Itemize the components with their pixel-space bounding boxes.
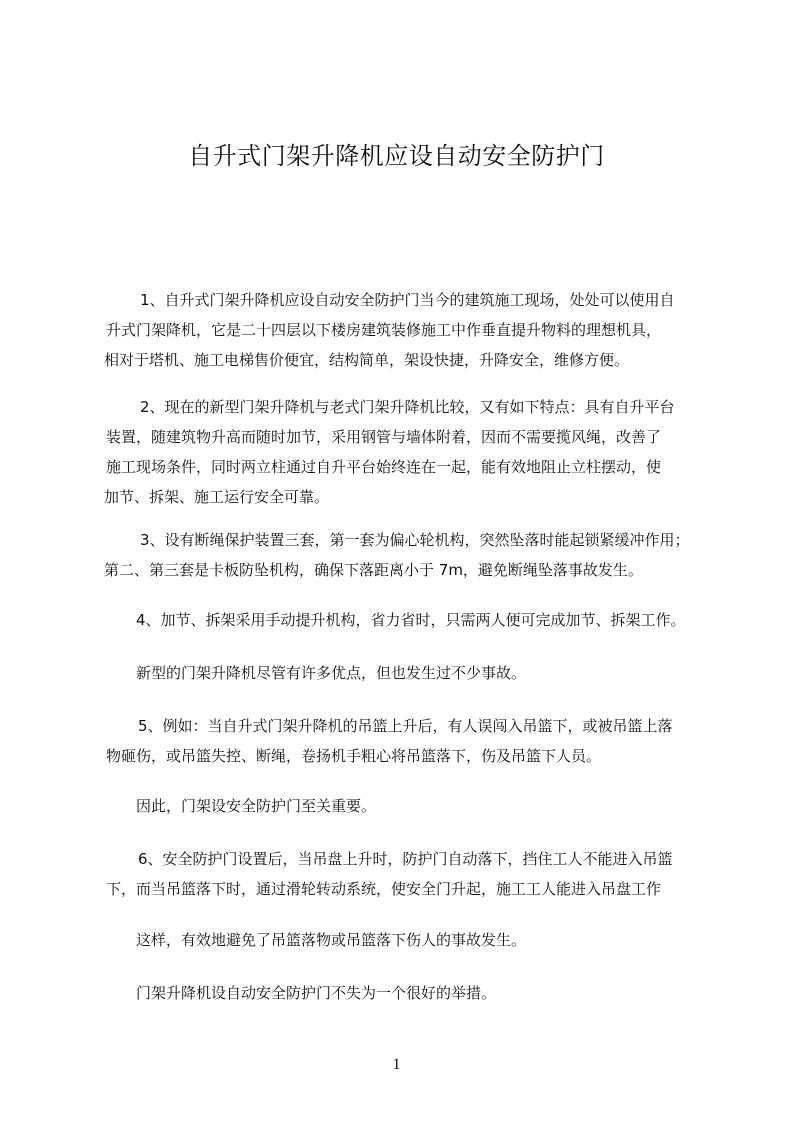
paragraph-line: 加节、拆架、施工运行安全可靠。 [104, 488, 330, 506]
paragraph-line: 因此，门架设安全防护门至关重要。 [136, 797, 377, 815]
paragraph-line: 4、加节、拆架采用手动提升机构，省力省时，只需两人便可完成加节、拆架工作。 [136, 611, 686, 629]
paragraph-4 [106, 605, 736, 635]
page-number: 1 [392, 1056, 401, 1073]
paragraph-1 [106, 285, 736, 375]
paragraph-8 [106, 844, 736, 904]
paragraph-line: 这样，有效地避免了吊篮落物或吊篮落下伤人的事故发生。 [136, 931, 527, 949]
paragraph-6 [106, 711, 736, 771]
paragraph-line: 物砸伤，或吊篮失控、断绳，卷扬机手粗心将吊篮落下，伤及吊篮下人员。 [106, 747, 602, 765]
paragraph-10 [106, 978, 736, 1008]
paragraph-line: 升式门架降机，它是二十四层以下楼房建筑装修施工中作垂直提升物料的理想机具， [106, 321, 662, 339]
document-title: 自升式门架升降机应设自动安全防护门 [188, 142, 605, 170]
paragraph-line: 3、设有断绳保护装置三套，第一套为偏心轮机构，突然坠落时能起锁紧缓冲作用； [140, 531, 690, 549]
paragraph-line: 1、自升式门架升降机应设自动安全防护门当今的建筑施工现场，处处可以使用自 [140, 291, 675, 309]
paragraph-line: 施工现场条件，同时两立柱通过自升平台始终连在一起，能有效地阻止立柱摆动，使 [106, 458, 662, 476]
paragraph-line: 新型的门架升降机尽管有许多优点，但也发生过不少事故。 [136, 664, 527, 682]
paragraph-line: 门架升降机设自动安全防护门不失为一个很好的举措。 [136, 984, 497, 1002]
paragraph-2 [106, 392, 736, 512]
paragraph-5 [106, 658, 736, 688]
paragraph-3 [106, 525, 736, 585]
paragraph-line: 2、现在的新型门架升降机与老式门架升降机比较，又有如下特点：具有自升平台 [140, 398, 675, 416]
paragraph-line: 6、安全防护门设置后，当吊盘上升时，防护门自动落下，挡住工人不能进入吊篮 [138, 850, 673, 868]
paragraph-7 [106, 791, 736, 821]
paragraph-line: 装置，随建筑物升高而随时加节，采用钢管与墙体附着，因而不需要揽风绳，改善了 [106, 428, 662, 446]
paragraph-line: 5、例如：当自升式门架升降机的吊篮上升后，有人误闯入吊篮下，或被吊篮上落 [138, 717, 673, 735]
paragraph-9 [106, 925, 736, 955]
paragraph-line: 第二、第三套是卡板防坠机构，确保下落距离小于 7m，避免断绳坠落事故发生。 [104, 561, 643, 579]
paragraph-line: 下，而当吊篮落下时，通过滑轮转动系统，使安全门升起，施工工人能进入吊盘工作 [106, 880, 662, 898]
paragraph-line: 相对于塔机、施工电梯售价便宜，结构简单，架设快捷，升降安全，维修方便。 [104, 351, 630, 369]
